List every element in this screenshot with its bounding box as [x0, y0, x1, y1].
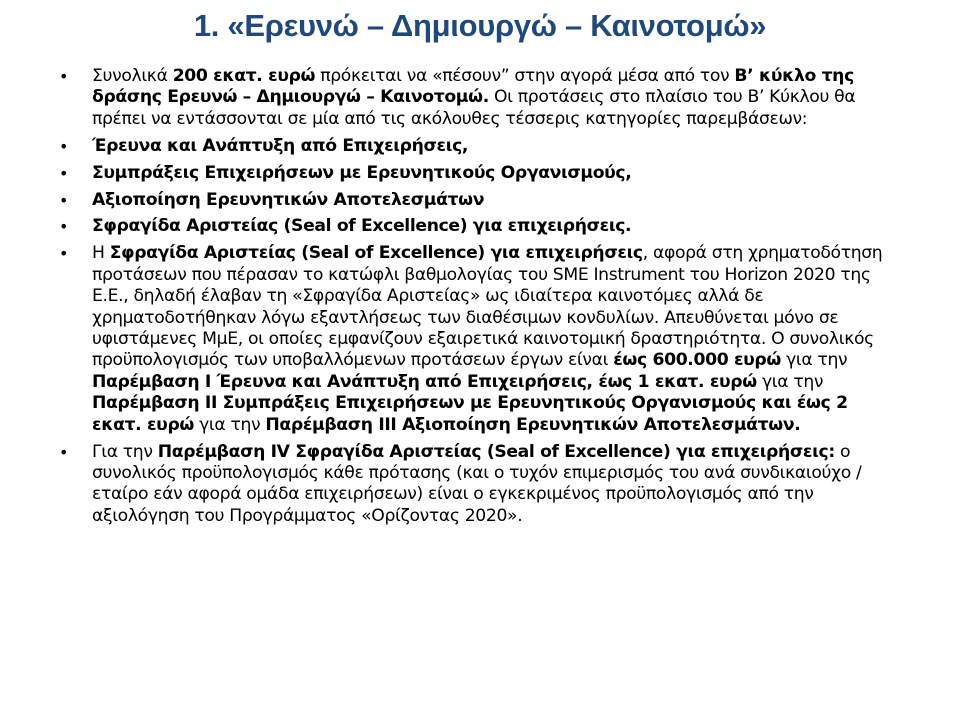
- bullet-item-seal-of-excellence: • Η Σφραγίδα Αριστείας (Seal of Excellence) για επιχειρήσεις, αφορά στη χρηματοδότηση προτάσεων που πέρασαν το κατώφλι βαθμολογίας του SME Instrument του Horizon 2020 της Ε.Ε., δηλαδή έλαβαν τη «Σφραγίδα Αριστείας» ως ιδιαίτερα καινοτόμες αλλά δε χρηματοδοτήθηκαν λόγω εξαντλήσεως των διαθέσιμων κονδυλίων. Απευθύνεται μόνο σε υφιστάμενες ΜμΕ, οι οποίες εμφανίζουν εξαιρετικά καινοτομική δραστηριότητα. Ο συνολικός προϋπολογισμός των υποβαλλόμενων προτάσεων έργων είναι έως 600.000 ευρώ για την Παρέμβαση Ι Έρευνα και Ανάπτυξη από Επιχειρήσεις, έως 1 εκατ. ευρώ για την Παρέμβαση ΙΙ Συμπράξεις Επιχειρήσεων με Ερευνητικούς Οργανισμούς και έως 2 εκατ. ευρώ για την Παρέμβαση ΙΙΙ Αξιοποίηση Ερευνητικών Αποτελεσμάτων.: [59, 243, 883, 435]
- bullet-item-intervention-4: • Για την Παρέμβαση IV Σφραγίδα Αριστείας (Seal of Excellence) για επιχειρήσεις: ο συνολικός προϋπολογισμός κάθε πρότασης (και ο τυχόν επιμερισμός του ανά συνδικαιούχο /εταίρο εάν αφορά ομάδα επιχειρήσεων) είναι ο εγκεκριμένος προϋπολογισμός από την αξιολόγηση του Προγράμματος «Ορίζοντας 2020».: [59, 441, 862, 526]
- slide-body: [56, 66, 886, 533]
- bullet-list: [56, 66, 886, 527]
- bullet-icon: •: [59, 442, 69, 462]
- bullet-item-intro: • Συνολικά 200 εκατ. ευρώ πρόκειται να «πέσουν” στην αγορά μέσα από τον Β’ κύκλο της δράσης Ερευνώ – Δημιουργώ – Καινοτομώ. Οι προτάσεις στο πλαίσιο του Β’ Κύκλου θα πρέπει να εντάσσονται σε μία από τις ακόλουθες τέσσερις κατηγορίες παρεμβάσεων:: [59, 66, 856, 129]
- bullet-icon: •: [59, 190, 69, 210]
- bullet-item-category-1: • Έρευνα και Ανάπτυξη από Επιχειρήσεις,: [59, 135, 469, 156]
- bullet-item-category-2: • Συμπράξεις Επιχειρήσεων με Ερευνητικούς Οργανισμούς,: [59, 162, 632, 183]
- bullet-item-category-4: • Σφραγίδα Αριστείας (Seal of Excellence) για επιχειρήσεις.: [59, 216, 632, 237]
- bullet-item-category-3: • Αξιοποίηση Ερευνητικών Αποτελεσμάτων: [59, 189, 485, 210]
- bullet-icon: •: [59, 163, 69, 183]
- bullet-icon: •: [59, 67, 69, 86]
- bullet-icon: •: [59, 217, 69, 237]
- bullet-icon: •: [59, 244, 69, 264]
- slide-title: 1. «Ερευνώ – Δημιουργώ – Καινοτομώ»: [193, 8, 767, 43]
- bullet-icon: •: [59, 136, 69, 156]
